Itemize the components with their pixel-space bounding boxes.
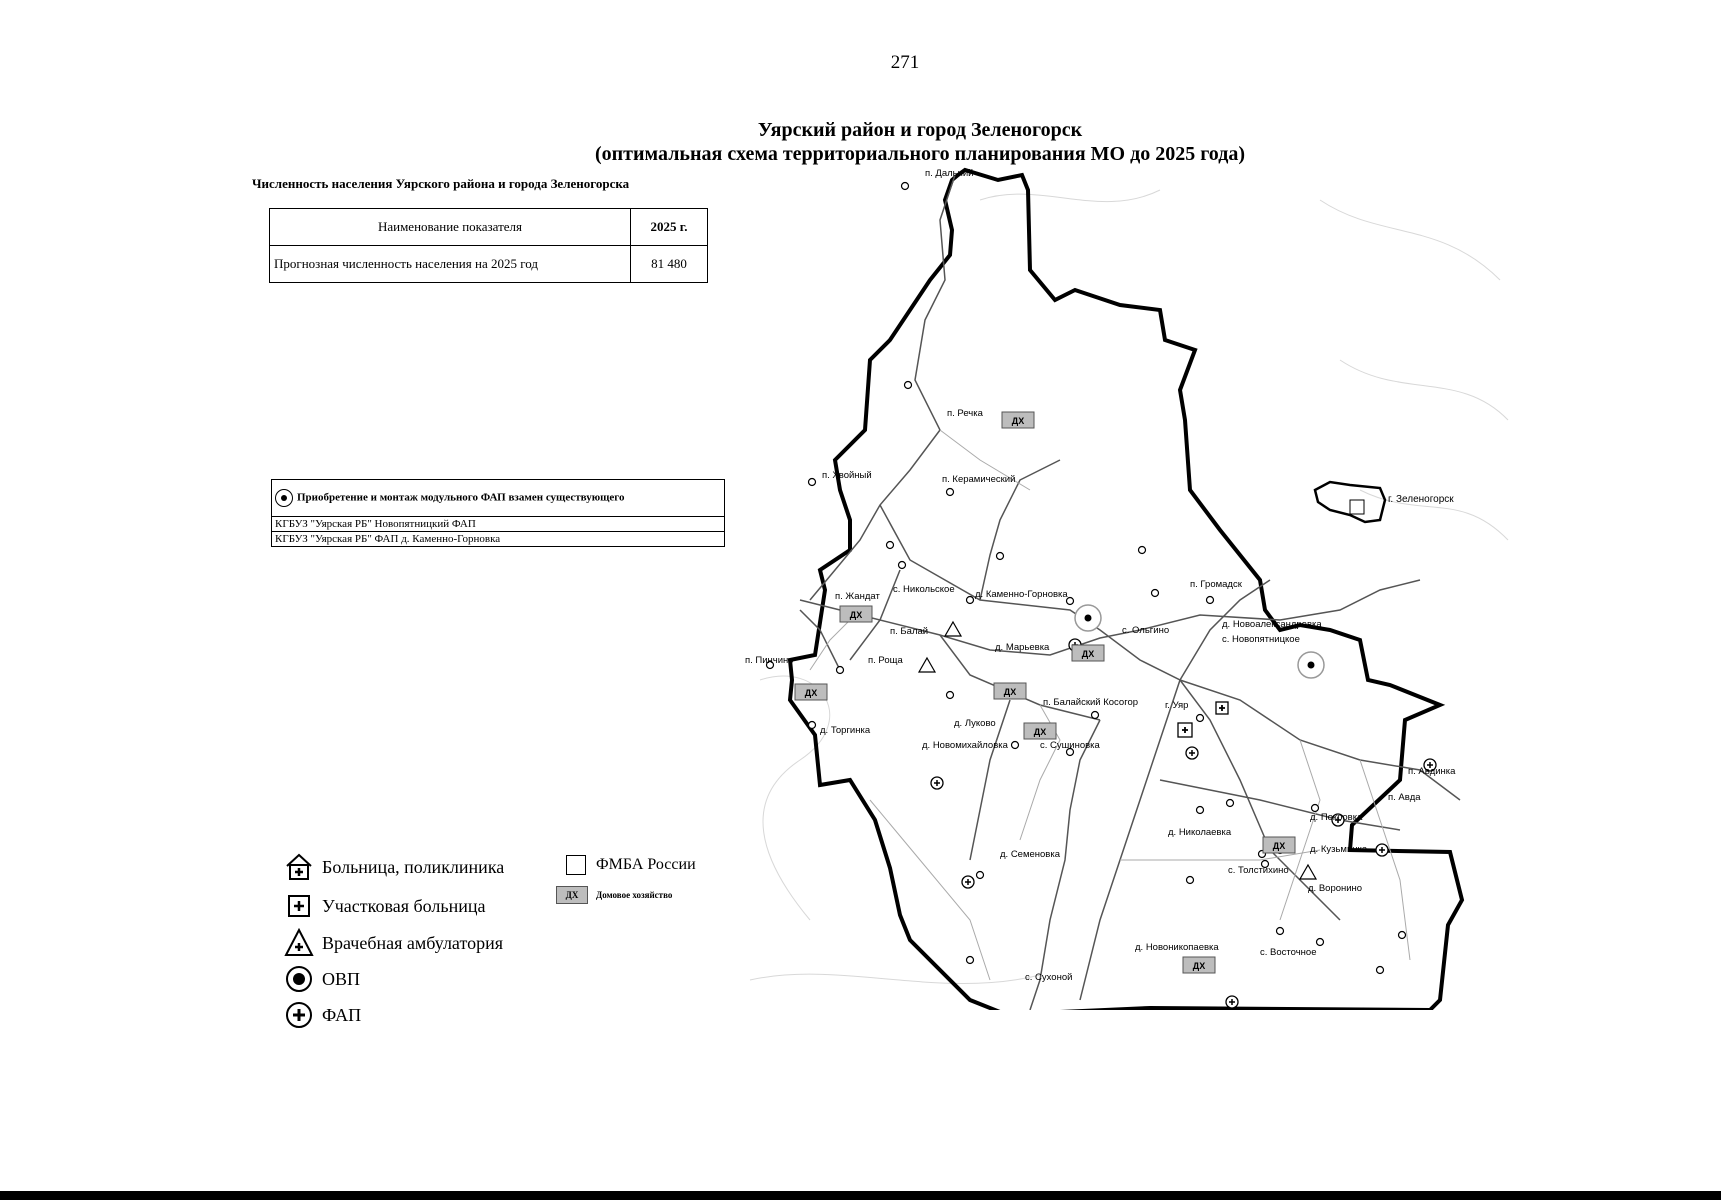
household-box-icon: ДХ [556, 886, 588, 904]
fap-plan-header-text: Приобретение и монтаж модульного ФАП взамен существующего [297, 491, 625, 504]
label-khvoyny: п. Хвойный [822, 470, 872, 481]
legend-ambulatory [284, 928, 503, 958]
fap-plan-row: КГБУЗ "Уярская РБ" Новопятницкий ФАП [272, 517, 725, 532]
fap-plan-row: КГБУЗ "Уярская РБ" ФАП д. Каменно-Горновка [272, 532, 725, 547]
bottom-border [0, 1191, 1721, 1200]
label-balayskiy-kosogor: п. Балайский Косогор [1043, 697, 1139, 708]
label-sushinovka: с. Сушиновка [1040, 740, 1100, 751]
fmba-square-icon [566, 855, 586, 875]
district-map [740, 160, 1510, 1010]
ovp-marker-icon [275, 489, 293, 507]
label-novonikolaevka: д. Новоникопаевка [1135, 942, 1219, 953]
table-row [272, 532, 725, 547]
page-number: 271 [890, 52, 920, 73]
svg-text:ДХ: ДХ [1011, 416, 1025, 426]
svg-text:ДХ: ДХ [849, 610, 863, 620]
label-nikolaevka: д. Николаевка [1168, 827, 1232, 838]
svg-text:ДХ: ДХ [1272, 841, 1286, 851]
table-row [272, 517, 725, 532]
table-row [270, 209, 708, 246]
population-heading: Численность населения Уярского района и города Зеленогорска [252, 176, 630, 191]
label-sukhonoy: с. Сухоной [1025, 972, 1073, 983]
legend-ovp [284, 964, 360, 994]
legend-household-label: Домовое хозяйство [596, 890, 673, 900]
svg-text:ДХ: ДХ [804, 688, 818, 698]
household-markers [795, 412, 1295, 973]
table-row [272, 480, 725, 517]
row-label: Прогнозная численность населения на 2025 год [270, 246, 631, 283]
legend-household [556, 886, 672, 904]
legend-fmba [566, 855, 696, 875]
row-value: 81 480 [631, 246, 708, 283]
ovp-icon [284, 964, 314, 994]
legend-ambulatory-label: Врачебная амбулатория [322, 932, 503, 953]
label-gromadsk: п. Громадск [1190, 579, 1242, 590]
label-uyar: г. Уяр [1165, 700, 1189, 711]
fap-plan-table [271, 479, 725, 547]
label-vostochnoe: с. Восточное [1260, 947, 1317, 958]
column-header-name: Наименование показателя [270, 209, 631, 246]
label-kuzminka: д. Кузьминка [1310, 844, 1368, 855]
table-row [270, 246, 708, 283]
legend-ovp-label: ОВП [322, 968, 361, 989]
label-kamenno-gornovka: д. Каменно-Горновка [975, 589, 1068, 600]
label-zelenogorsk: г. Зеленогорск [1388, 494, 1454, 505]
legend-district-hospital-label: Участковая больница [322, 895, 486, 916]
label-pinchino: п. Пинчино [745, 655, 794, 666]
label-semenovka: д. Семеновка [1000, 849, 1061, 860]
label-keramicheskiy: п. Керамический [942, 474, 1016, 485]
svg-text:ДХ: ДХ [1081, 649, 1095, 659]
label-lukovo: д. Луково [954, 718, 996, 729]
population-table [269, 208, 708, 283]
svg-text:ДХ: ДХ [1192, 961, 1206, 971]
page-title [520, 118, 1320, 166]
label-pokrovka: д. Покровка [1310, 812, 1363, 823]
fap-icon [284, 1000, 314, 1030]
label-roscha: п. Роща [868, 655, 903, 666]
label-balay: п. Балай [890, 626, 929, 637]
column-header-year: 2025 г. [631, 209, 708, 246]
label-tolstikhino: с. Толстихино [1228, 865, 1289, 876]
hospital-icon [284, 852, 314, 882]
label-voronino: д. Воронино [1308, 883, 1363, 894]
label-maryevka: д. Марьевка [995, 642, 1050, 653]
label-nikolskoe: с. Никольское [893, 584, 955, 595]
legend-fap-label: ФАП [322, 1004, 362, 1025]
legend-hospital-label: Больница, поликлиника [322, 856, 505, 877]
svg-text:ДХ: ДХ [1033, 727, 1047, 737]
label-novopyatnitskoe: с. Новопятницкое [1222, 634, 1300, 645]
title-line-1: Уярский район и город Зеленогорск [757, 119, 1083, 141]
label-rechka: п. Речка [947, 408, 983, 419]
district-hospital-icon [284, 891, 314, 921]
title-line-2: (оптимальная схема территориального планирования МО до 2025 года) [595, 143, 1245, 165]
label-avda: п. Авда [1388, 792, 1421, 803]
svg-text:ДХ: ДХ [1003, 687, 1017, 697]
ambulatory-icon [284, 928, 314, 958]
label-novoaleksandrovka: д. Новоалександровка [1222, 619, 1322, 630]
legend-fap [284, 1000, 361, 1030]
label-avdinka: п. Авдинка [1408, 766, 1456, 777]
label-zhandat: п. Жандат [835, 591, 880, 602]
fmba-marker [1350, 500, 1364, 514]
label-novomikhaylovka: д. Новомихайловка [922, 740, 1008, 751]
settlement-labels [745, 168, 1456, 983]
legend-hospital [284, 852, 504, 882]
fap-plan-header [272, 480, 725, 517]
label-dalniy: п. Дальний [925, 168, 974, 179]
legend-district-hospital [284, 891, 486, 921]
label-torgino: д. Торгинка [820, 725, 871, 736]
label-olgino: с. Ольгино [1122, 625, 1170, 636]
legend-fmba-label: ФМБА России [596, 856, 696, 873]
